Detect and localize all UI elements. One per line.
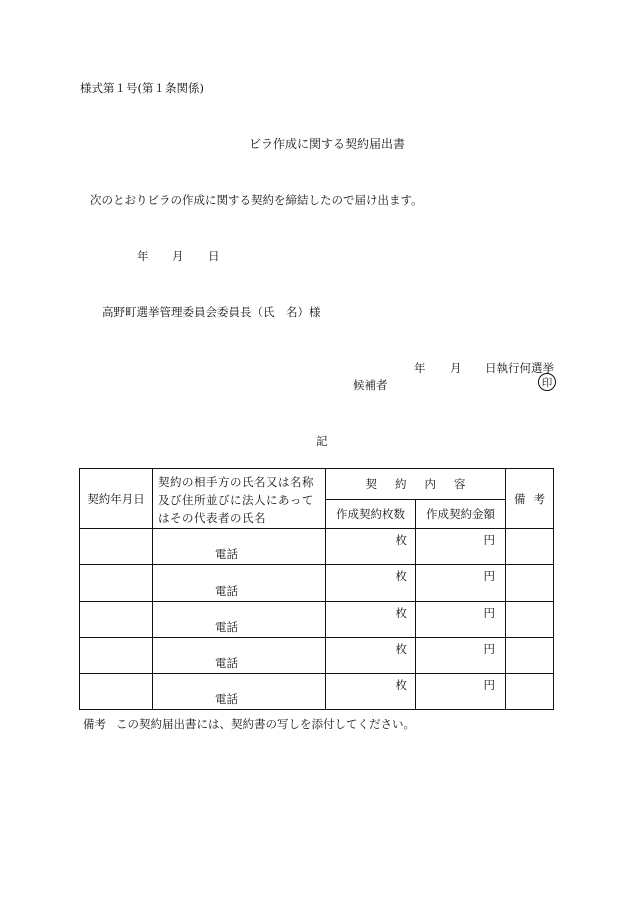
unit-sheets: 枚 (395, 533, 407, 548)
submission-date-day: 日 (208, 249, 220, 263)
unit-yen: 円 (483, 533, 495, 548)
unit-yen: 円 (483, 641, 495, 656)
election-year: 年 (414, 361, 426, 375)
cell-contract-party[interactable] (153, 637, 326, 673)
unit-sheets: 枚 (395, 569, 407, 584)
cell-contract-amount[interactable] (416, 637, 506, 673)
header-char: 考 (533, 491, 545, 506)
cell-remarks[interactable] (506, 565, 554, 601)
header-char: 備 (514, 491, 526, 506)
unit-sheets: 枚 (395, 677, 407, 692)
cell-contract-amount[interactable] (416, 529, 506, 565)
header-char: 契 (365, 477, 377, 492)
election-month: 月 (450, 361, 462, 375)
cell-sheet-count[interactable] (326, 601, 416, 637)
ki-heading: 記 (316, 434, 328, 448)
submission-date-year: 年 (137, 249, 149, 263)
contract-table (79, 468, 554, 710)
cell-sheet-count[interactable] (326, 637, 416, 673)
tel-label: 電話 (215, 692, 238, 706)
cell-remarks[interactable] (506, 673, 554, 709)
document-title: ビラ作成に関する契約届出書 (249, 137, 406, 151)
election-name: 日執行何選挙 (485, 361, 554, 375)
cell-contract-date[interactable] (80, 601, 153, 637)
tel-label: 電話 (215, 547, 238, 562)
cell-contract-date[interactable] (80, 673, 153, 709)
cell-contract-party[interactable] (153, 673, 326, 709)
table-row (80, 601, 554, 637)
footnote-label: 備考 (83, 717, 106, 731)
footnote (83, 716, 415, 732)
table-row (80, 673, 554, 709)
header-char: 内 (424, 477, 436, 492)
addressee: 高野町選挙管理委員会委員長（氏 名）様 (102, 305, 321, 319)
table-row (80, 565, 554, 601)
cell-sheet-count[interactable] (326, 529, 416, 565)
cell-remarks[interactable] (506, 529, 554, 565)
table-header-row (80, 469, 554, 500)
submission-date-month: 月 (172, 249, 184, 263)
cell-contract-amount[interactable] (416, 565, 506, 601)
tel-label: 電話 (215, 583, 238, 598)
unit-yen: 円 (483, 569, 495, 584)
header-char: 容 (454, 477, 466, 492)
cell-remarks[interactable] (506, 637, 554, 673)
cell-sheet-count[interactable] (326, 565, 416, 601)
candidate-label: 候補者 (353, 378, 388, 392)
header-remarks (506, 469, 554, 529)
seal-mark: 印 (538, 373, 556, 391)
table-row (80, 529, 554, 565)
cell-sheet-count[interactable] (326, 673, 416, 709)
tel-label: 電話 (215, 655, 238, 670)
unit-yen: 円 (483, 677, 495, 692)
cell-contract-date[interactable] (80, 637, 153, 673)
unit-sheets: 枚 (395, 641, 407, 656)
header-contract-date: 契約年月日 (80, 469, 153, 529)
header-contract-amount: 作成契約金額 (416, 500, 506, 529)
cell-remarks[interactable] (506, 601, 554, 637)
footnote-text: この契約届出書には、契約書の写しを添付してください。 (116, 717, 415, 731)
unit-yen: 円 (483, 605, 495, 620)
intro-text: 次のとおりビラの作成に関する契約を締結したので届け出ます。 (90, 193, 423, 207)
unit-sheets: 枚 (395, 605, 407, 620)
cell-contract-date[interactable] (80, 529, 153, 565)
header-char: 約 (395, 477, 407, 492)
cell-contract-amount[interactable] (416, 673, 506, 709)
table-row (80, 637, 554, 673)
cell-contract-party[interactable] (153, 601, 326, 637)
header-sheet-count: 作成契約枚数 (326, 500, 416, 529)
cell-contract-party[interactable] (153, 565, 326, 601)
header-party-line: はその代表者の氏名 (158, 511, 266, 525)
tel-label: 電話 (215, 619, 238, 634)
form-number: 様式第１号(第１条関係) (80, 81, 204, 95)
header-party-line: 及び住所並びに法人にあって (158, 493, 314, 507)
cell-contract-amount[interactable] (416, 601, 506, 637)
header-contract-party (153, 469, 326, 529)
header-party-line: 契約の相手方の氏名又は名称 (158, 475, 314, 489)
cell-contract-party[interactable] (153, 529, 326, 565)
cell-contract-date[interactable] (80, 565, 153, 601)
header-contract-content (326, 469, 506, 500)
